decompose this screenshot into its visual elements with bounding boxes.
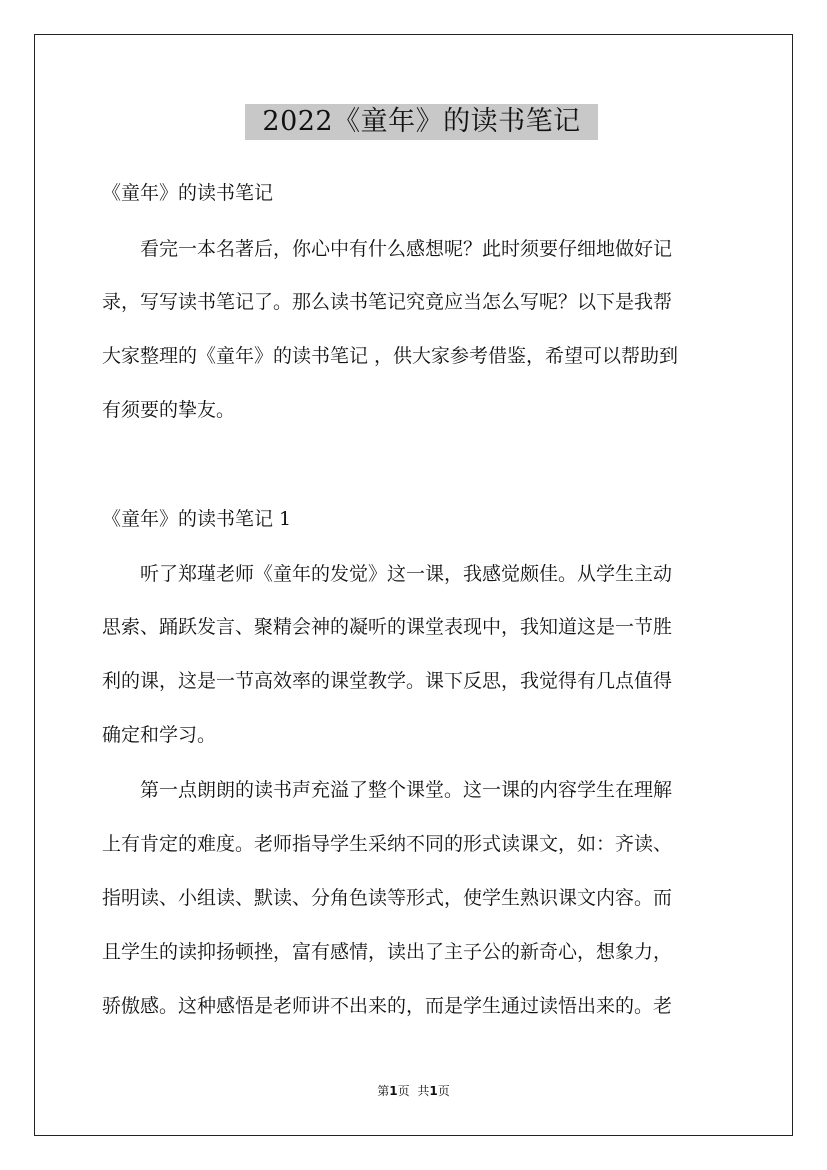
- section1-para1-line-3: 利的课，这是一节高效率的课堂教学。课下反思，我觉得有几点值得: [102, 670, 673, 692]
- total-suffix: 页: [437, 1084, 450, 1098]
- section1-para1-line-1: 听了郑瑾老师《童年的发觉》这一课，我感觉颇佳。从学生主动: [140, 563, 673, 585]
- page-number: 1: [389, 1084, 398, 1098]
- section1-para1-line-4: 确定和学习。: [102, 724, 217, 746]
- total-pages: 1: [429, 1084, 438, 1098]
- intro-heading: 《童年》的读书笔记: [102, 182, 274, 204]
- section1-para2-line-4: 且学生的读抑扬顿挫，富有感情，读出了主子公的新奇心，想象力，: [102, 941, 673, 963]
- document-title: 2022《童年》的读书笔记: [245, 104, 598, 140]
- page-prefix: 第: [377, 1084, 390, 1098]
- intro-line-4: 有须要的挚友。: [102, 399, 236, 421]
- intro-line-2: 录，写写读书笔记了。那么读书笔记究竟应当怎么写呢？以下是我帮: [102, 291, 673, 313]
- section1-para2-line-2: 上有肯定的难度。老师指导学生采纳不同的形式读课文，如：齐读、: [102, 833, 673, 855]
- intro-line-1: 看完一本名著后，你心中有什么感想呢？此时须要仔细地做好记: [140, 238, 673, 260]
- page-footer: [0, 1083, 827, 1099]
- total-prefix: 共: [417, 1084, 430, 1098]
- section1-heading: 《童年》的读书笔记 1: [102, 508, 292, 530]
- section1-para2-line-5: 骄傲感。这种感悟是老师讲不出来的，而是学生通过读悟出来的。老: [102, 995, 673, 1017]
- intro-line-3: 大家整理的《童年》的读书笔记 ，供大家参考借鉴，希望可以帮助到: [102, 345, 679, 367]
- section1-para2-line-1: 第一点朗朗的读书声充溢了整个课堂。这一课的内容学生在理解: [140, 779, 673, 801]
- page-suffix: 页: [397, 1084, 410, 1098]
- section1-para1-line-2: 思索、踊跃发言、聚精会神的凝听的课堂表现中，我知道这是一节胜: [102, 616, 673, 638]
- section1-para2-line-3: 指明读、小组读、默读、分角色读等形式，使学生熟识课文内容。而: [102, 887, 673, 909]
